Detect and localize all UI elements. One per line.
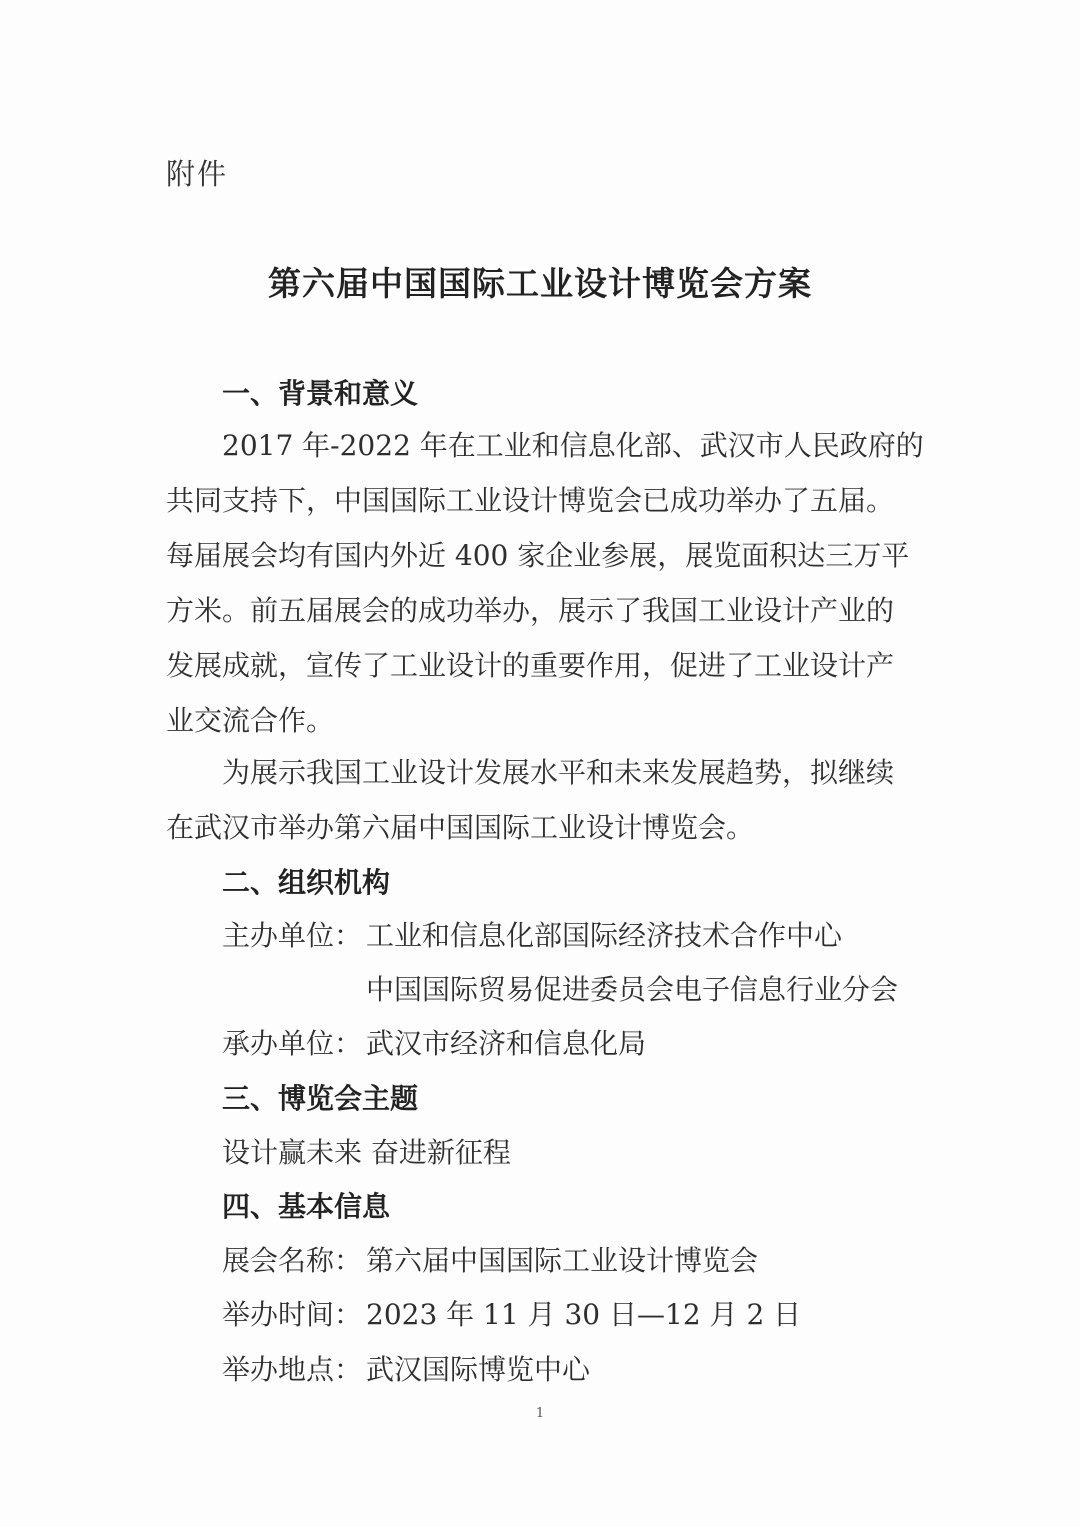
page-number: 1: [535, 1406, 545, 1421]
attachment-label: 附件: [166, 157, 229, 191]
theme-text: 设计赢未来 奋进新征程: [222, 1136, 511, 1169]
exhibition-name: 第六届中国国际工业设计博览会: [366, 1244, 759, 1277]
section-heading-theme: 三、博览会主题: [222, 1082, 419, 1115]
paragraph-line: [166, 428, 924, 464]
paragraph-line: 每届展会均有国内外近 400 家企业参展，展览面积达三万平: [166, 539, 910, 572]
section-heading-basic-info: 四、基本信息: [222, 1190, 391, 1223]
exhibition-time: 2023 年 11 月 30 日—12 月 2 日: [366, 1298, 802, 1331]
host-label: 主办单位：: [222, 919, 363, 952]
exhibition-venue-label: 举办地点：: [222, 1353, 363, 1386]
paragraph-line: 为展示我国工业设计发展水平和未来发展趋势，拟继续: [222, 756, 895, 789]
paragraph-line: 发展成就，宣传了工业设计的重要作用，促进了工业设计产: [166, 649, 895, 682]
paragraph-line: 共同支持下，中国国际工业设计博览会已成功举办了五届。: [166, 484, 895, 517]
section-heading-organization: 二、组织机构: [222, 866, 391, 899]
exhibition-venue: 武汉国际博览中心: [366, 1353, 591, 1386]
paragraph-line: 在武汉市举办第六届中国国际工业设计博览会。: [166, 811, 755, 844]
exhibition-name-label: 展会名称：: [222, 1244, 363, 1277]
section-heading-background: 一、背景和意义: [222, 377, 419, 410]
document-title: 第六届中国国际工业设计博览会方案: [268, 264, 812, 303]
paragraph-line: 方米。前五届展会的成功举办，展示了我国工业设计产业的: [166, 594, 895, 627]
host-unit-2: 中国国际贸易促进委员会电子信息行业分会: [366, 973, 899, 1006]
exhibition-time-label: 举办时间：: [222, 1298, 363, 1331]
paragraph-text: 2017 年-2022 年在工业和信息化部、武汉市人民政府的: [222, 429, 924, 462]
host-unit-1: 工业和信息化部国际经济技术合作中心: [366, 919, 843, 952]
organizer-label: 承办单位：: [222, 1027, 363, 1060]
paragraph-line: 业交流合作。: [166, 704, 335, 737]
organizer-unit: 武汉市经济和信息化局: [366, 1027, 647, 1060]
